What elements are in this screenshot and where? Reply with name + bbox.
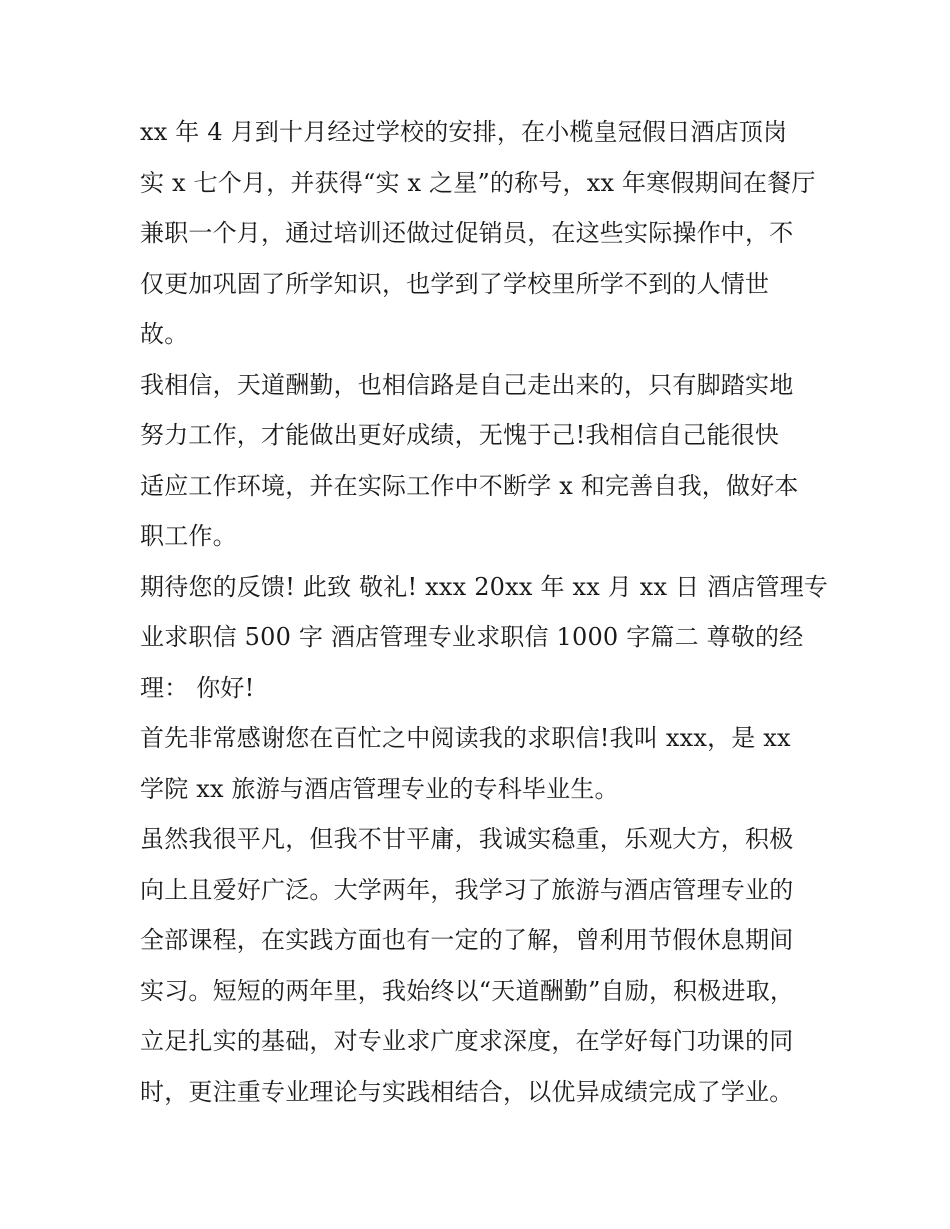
paragraph-self-description	[140, 814, 820, 1117]
text-line: 仅更加巩固了所学知识，也学到了学校里所学不到的人情世	[140, 269, 770, 298]
paragraph-introduction	[140, 713, 820, 814]
paragraph-belief	[140, 360, 820, 562]
text-line: 职工作。	[140, 522, 237, 550]
text-line: 兼职一个月，通过培训还做过促销员，在这些实际操作中，不	[140, 219, 794, 247]
text-line: 全部课程，在实践方面也有一定的了解，曾利用节假休息期间	[140, 926, 794, 954]
paragraph-internship	[140, 107, 820, 360]
text-line: 业求职信 500 字 酒店管理专业求职信 1000 字篇二 尊敬的经	[140, 623, 804, 651]
text-line: 适应工作环境，并在实际工作中不断学 x 和完善自我，做好本	[140, 471, 799, 500]
text-line: 首先非常感谢您在百忙之中阅读我的求职信!我叫 xxx，是 xx	[140, 724, 791, 752]
text-line: 学院 xx 旅游与酒店管理专业的专科毕业生。	[140, 774, 619, 803]
paragraph-closing-and-heading	[140, 562, 829, 714]
document-body	[140, 107, 829, 1117]
text-line: 努力工作，才能做出更好成绩，无愧于己!我相信自己能很快	[140, 421, 780, 449]
text-line: 期待您的反馈! 此致 敬礼! xxx 20xx 年 xx 月 xx 日 酒店管理专	[140, 572, 829, 601]
text-line: 虽然我很平凡，但我不甘平庸，我诚实稳重，乐观大方，积极	[140, 825, 794, 853]
text-line: 我相信，天道酬勤，也相信路是自己走出来的，只有脚踏实地	[140, 370, 794, 399]
text-line: 理： 你好!	[140, 673, 255, 702]
text-line: 时，更注重专业理论与实践相结合，以优异成绩完成了学业。	[140, 1077, 794, 1106]
text-line: xx 年 4 月到十月经过学校的安排，在小榄皇冠假日酒店顶岗	[140, 118, 788, 146]
text-line: 立足扎实的基础，对专业求广度求深度，在学好每门功课的同	[140, 1027, 794, 1055]
text-line: 实 x 七个月，并获得“实 x 之星”的称号，xx 年寒假期间在餐厅	[140, 168, 816, 197]
text-line: 故。	[140, 320, 189, 348]
text-line: 向上且爱好广泛。大学两年，我学习了旅游与酒店管理专业的	[140, 875, 794, 904]
text-line: 实习。短短的两年里，我始终以“天道酬勤”自励，积极进取，	[140, 976, 795, 1005]
